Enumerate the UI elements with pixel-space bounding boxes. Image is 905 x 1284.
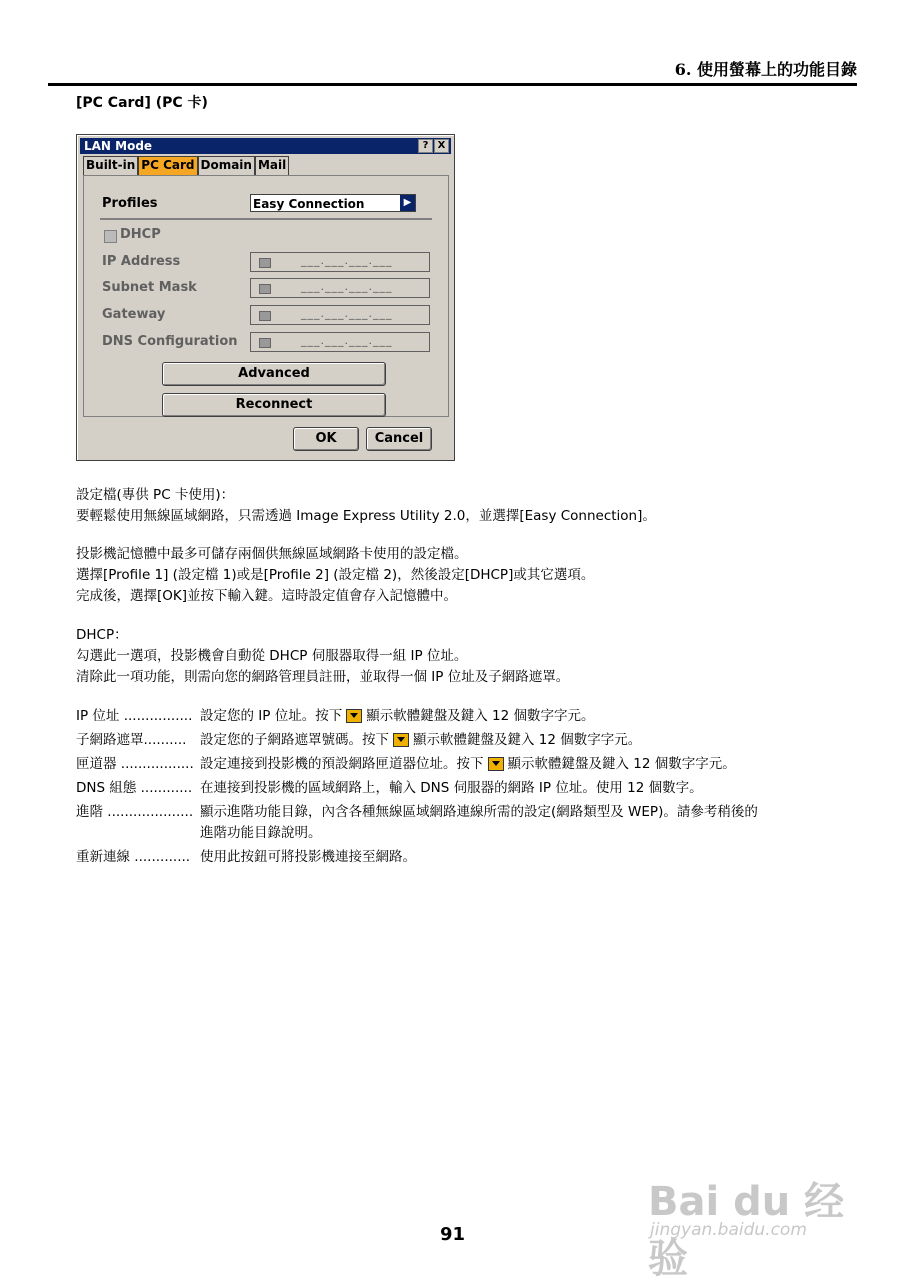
down-arrow-icon bbox=[488, 757, 504, 771]
keyboard-icon[interactable] bbox=[259, 284, 271, 294]
watermark-logo: Bai du 经验 bbox=[648, 1179, 845, 1282]
ip-address-label: IP Address bbox=[102, 254, 181, 269]
def-desc: 顯示進階功能目錄，內含各種無線區域網路連線所需的設定(網路類型及 WEP)。請參考稍後的 bbox=[200, 804, 758, 820]
tab-pc-card[interactable]: PC Card bbox=[138, 156, 197, 175]
dialog-title: LAN Mode bbox=[84, 139, 153, 153]
dns-field[interactable] bbox=[250, 332, 430, 352]
para-profiles-text: 要輕鬆使用無線區域網路，只需透過 Image Express Utility 2.0，並選擇[Easy Connection]。 bbox=[76, 508, 656, 524]
def-desc-post: 顯示軟體鍵盤及鍵入 12 個數字字元。 bbox=[366, 708, 595, 724]
keyboard-icon[interactable] bbox=[259, 258, 271, 268]
def-advanced bbox=[76, 801, 758, 823]
dhcp-checkbox[interactable] bbox=[104, 230, 117, 243]
para-memory-2: 選擇[Profile 1] (設定檔 1)或是[Profile 2] (設定檔 2)，然後設定[DHCP]或其它選項。 bbox=[76, 567, 595, 583]
ip-address-field[interactable] bbox=[250, 252, 430, 272]
subnet-mask-label: Subnet Mask bbox=[102, 280, 197, 295]
arrow-right-icon[interactable]: ▶ bbox=[400, 195, 415, 211]
def-ip-address bbox=[76, 705, 594, 727]
def-term: DNS 組態 ............ bbox=[76, 780, 193, 796]
def-advanced-cont: 進階功能目錄說明。 bbox=[200, 825, 322, 841]
def-term: 匣道器 ................. bbox=[76, 756, 194, 772]
para-memory-3: 完成後，選擇[OK]並按下輸入鍵。這時設定值會存入記憶體中。 bbox=[76, 588, 458, 604]
close-button[interactable]: X bbox=[434, 139, 449, 153]
keyboard-icon[interactable] bbox=[259, 338, 271, 348]
dhcp-text-1: 勾選此一選項，投影機會自動從 DHCP 伺服器取得一組 IP 位址。 bbox=[76, 648, 468, 664]
ip-address-value: ___.___.___.___ bbox=[301, 254, 393, 267]
def-desc-post: 顯示軟體鍵盤及鍵入 12 個數字字元。 bbox=[507, 756, 736, 772]
dialog-titlebar bbox=[80, 138, 451, 154]
page-header bbox=[48, 55, 857, 86]
tab-built-in[interactable]: Built-in bbox=[83, 156, 138, 175]
def-dns bbox=[76, 777, 703, 799]
def-term: 進階 .................... bbox=[76, 804, 194, 820]
tab-domain[interactable]: Domain bbox=[198, 156, 255, 175]
tab-mail[interactable]: Mail bbox=[255, 156, 289, 175]
para-memory-1: 投影機記憶體中最多可儲存兩個供無線區域網路卡使用的設定檔。 bbox=[76, 546, 468, 562]
divider bbox=[100, 218, 432, 220]
section-title: [PC Card] (PC 卡) bbox=[76, 95, 208, 111]
def-desc: 設定連接到投影機的預設網路匣道器位址。按下 bbox=[200, 756, 484, 772]
para-profiles-heading: 設定檔(專供 PC 卡使用)： bbox=[76, 487, 235, 503]
advanced-button[interactable]: Advanced bbox=[162, 362, 386, 386]
reconnect-button[interactable]: Reconnect bbox=[162, 393, 386, 417]
chapter-title: 6. 使用螢幕上的功能目錄 bbox=[674, 60, 857, 79]
gateway-field[interactable] bbox=[250, 305, 430, 325]
help-button[interactable]: ? bbox=[418, 139, 433, 153]
def-desc: 使用此按鈕可將投影機連接至網路。 bbox=[200, 849, 416, 865]
dhcp-heading: DHCP： bbox=[76, 627, 128, 643]
dns-value: ___.___.___.___ bbox=[301, 334, 393, 347]
subnet-mask-value: ___.___.___.___ bbox=[301, 280, 393, 293]
tab-bar bbox=[83, 156, 289, 175]
cancel-button[interactable]: Cancel bbox=[366, 427, 432, 451]
gateway-label: Gateway bbox=[102, 307, 166, 322]
pc-card-panel bbox=[83, 175, 449, 417]
def-subnet-mask bbox=[76, 729, 641, 751]
gateway-value: ___.___.___.___ bbox=[301, 307, 393, 320]
def-desc: 設定您的 IP 位址。按下 bbox=[200, 708, 343, 724]
def-term: 重新連線 ............. bbox=[76, 849, 191, 865]
down-arrow-icon bbox=[393, 733, 409, 747]
dns-label: DNS Configuration bbox=[102, 334, 238, 349]
ok-button[interactable]: OK bbox=[293, 427, 359, 451]
def-gateway bbox=[76, 753, 736, 775]
down-arrow-icon bbox=[346, 709, 362, 723]
keyboard-icon[interactable] bbox=[259, 311, 271, 321]
dhcp-label: DHCP bbox=[120, 227, 161, 242]
profiles-select[interactable] bbox=[250, 194, 416, 212]
profiles-value: Easy Connection bbox=[253, 197, 365, 211]
def-desc: 設定您的子網路遮罩號碼。按下 bbox=[200, 732, 389, 748]
page-number: 91 bbox=[439, 1224, 466, 1245]
subnet-mask-field[interactable] bbox=[250, 278, 430, 298]
dhcp-text-2: 清除此一項功能，則需向您的網路管理員註冊，並取得一個 IP 位址及子網路遮罩。 bbox=[76, 669, 570, 685]
profiles-label: Profiles bbox=[102, 196, 158, 211]
def-reconnect bbox=[76, 846, 416, 868]
def-term: 子網路遮罩.......... bbox=[76, 732, 187, 748]
def-term: IP 位址 ................ bbox=[76, 708, 193, 724]
watermark-url: jingyan.baidu.com bbox=[650, 1220, 807, 1240]
def-desc: 在連接到投影機的區域網路上，輸入 DNS 伺服器的網路 IP 位址。使用 12 個數字。 bbox=[200, 780, 703, 796]
def-desc-post: 顯示軟體鍵盤及鍵入 12 個數字字元。 bbox=[413, 732, 642, 748]
lan-mode-dialog bbox=[76, 134, 455, 461]
